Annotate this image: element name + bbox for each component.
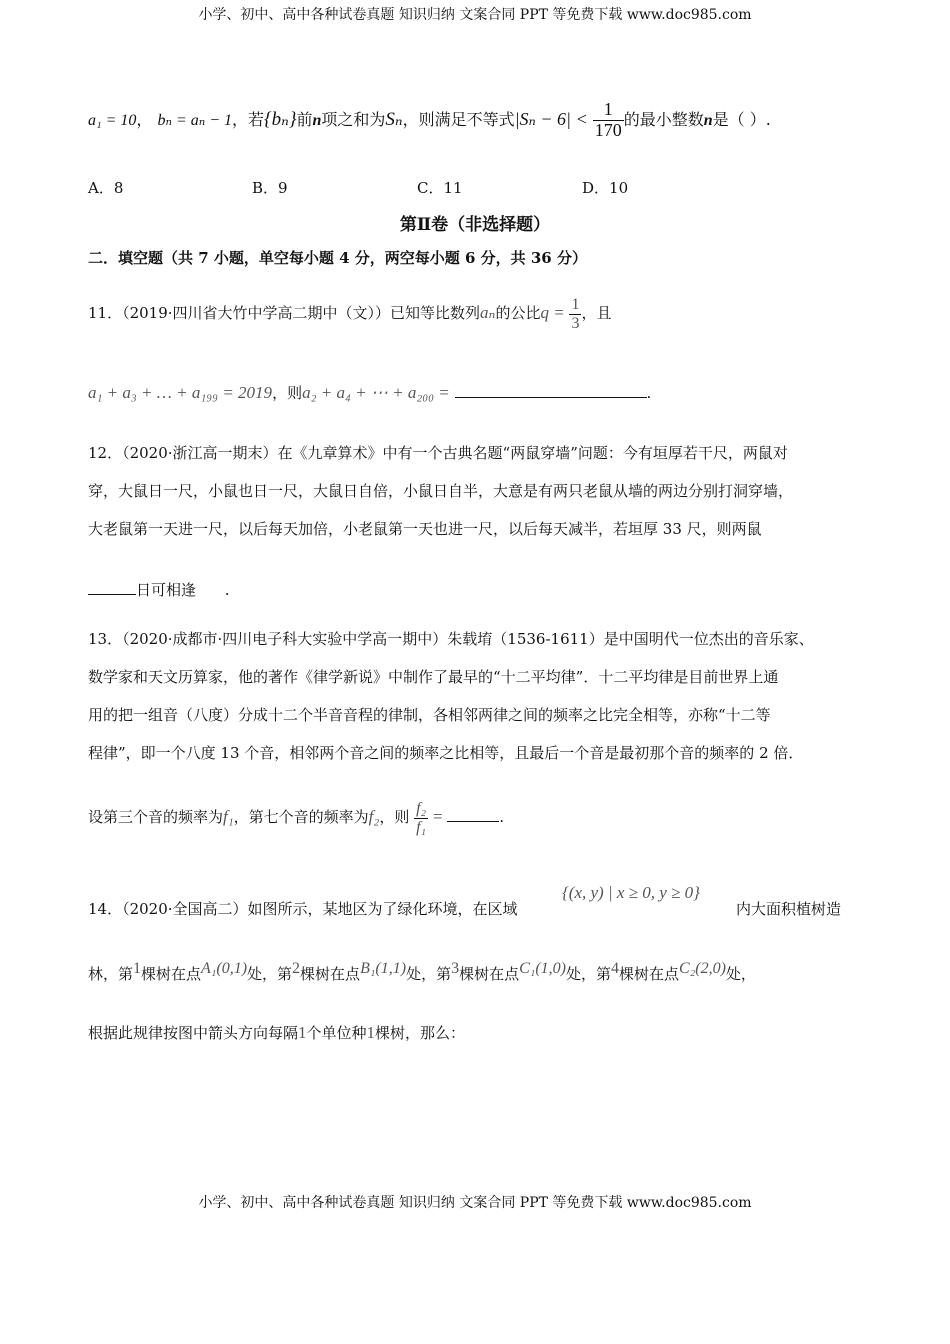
question-14-line-1-text: 14．（2020·全国高二）如图所示，某地区为了绿化环境，在区域 (88, 900, 518, 918)
page-header: 小学、初中、高中各种试卷真题 知识归纳 文案合同 PPT 等免费下载 www.doc985.com (198, 7, 752, 23)
math-set-bn: {bₙ} (264, 108, 297, 130)
question-10-line: a₁ = 10， bₙ = aₙ − 1，若{bₙ}前n项之和为Sₙ，则满足不等式|Sₙ − 6| < $\frac{1}{170}$ 的最小整数n是（ ）. (88, 99, 771, 140)
question-13-line-1: 13．（2020·成都市·四川电子科大实验中学高一期中）朱载堉（1536-1611）是中国明代一位杰出的音乐家、 (88, 630, 814, 648)
question-14-line-2: 林，第$^1$棵树在点$^{A_1(0,1)}$处，第$^2$棵树在点$^{B_1(1,1)}$处，第$^3$棵树在点$^{C_1(1,0)}$处，第$^4$棵树在点$^{C_2(2,0)}$处， (88, 960, 756, 983)
option-a: A．8 (88, 179, 124, 197)
question-13-line-2: 数学家和天文历算家，他的著作《律学新说》中制作了最早的“十二平均律”．十二平均律是目前世界上通 (88, 668, 779, 686)
question-14-line-1-end: 内大面积植树造 (736, 900, 842, 918)
section-title: 第Ⅱ卷（非选择题） (399, 215, 551, 235)
answer-blank-13[interactable] (447, 821, 499, 822)
question-13-line-3: 用的把一组音（八度）分成十二个半音音程的律制，各相邻两律之间的频率之比完全相等，亦称“十二等 (88, 706, 771, 724)
math-fraction-1-170: $\frac{1}{170}$ (594, 99, 622, 140)
option-c: C．11 (417, 179, 463, 197)
answer-blank-11[interactable] (455, 397, 647, 398)
math-fraction-1-3: $\frac{1}{3}$ (571, 296, 580, 332)
question-12-line-2: 穿，大鼠日一尺，小鼠也日一尺，大鼠日自倍，小鼠日自半，大意是有两只老鼠从墙的两边分别打洞穿墙， (88, 482, 794, 500)
math-Sn: Sₙ (385, 108, 403, 130)
question-11-line-1: 11．（2019·四川省大竹中学高二期中（文））已知等比数列aₙ的公比q = $\frac{1}{3}$ ，且 (88, 296, 612, 332)
question-14-line-3: 根据此规律按图中箭头方向每隔1个单位种1棵树，那么： (88, 1023, 466, 1042)
question-11-line-2: a₁ + a₃ + … + a₁₉₉ = 2019，则a₂ + a₄ + ⋯ + a₂₀₀ = . (88, 383, 652, 402)
section-subtitle: 二．填空题（共 7 小题，单空每小题 4 分，两空每小题 6 分，共 36 分） (88, 249, 587, 267)
question-13-line-5: 设第三个音的频率为f₁，第七个音的频率为f₂，则 $\frac{\text{f₂}}{\text{f₁}}$ = . (88, 800, 505, 836)
answer-blank-12[interactable] (88, 594, 136, 595)
option-d: D．10 (582, 179, 629, 197)
question-12-line-3: 大老鼠第一天进一尺，以后每天加倍，小老鼠第一天也进一尺，以后每天减半，若垣厚 33 尺，则两鼠 (88, 520, 762, 538)
question-12-line-4: 日可相逢 . (88, 579, 230, 600)
math-region: {(x, y) | x ≥ 0, y ≥ 0} (562, 883, 700, 902)
math-bn: bₙ = aₙ − 1 (157, 111, 233, 129)
option-b: B．9 (252, 179, 288, 197)
math-fraction-f2-f1: $\frac{\text{f₂}}{\text{f₁}}$ (416, 800, 427, 836)
math-inequality: |Sₙ − 6| < (514, 108, 588, 129)
math-a1: a₁ = 10 (88, 111, 137, 129)
question-12-line-1: 12．（2020·浙江高一期末）在《九章算术》中有一个古典名题“两鼠穿墙”问题：今有垣厚若干尺，两鼠对 (88, 444, 788, 462)
page-footer: 小学、初中、高中各种试卷真题 知识归纳 文案合同 PPT 等免费下载 www.doc985.com (198, 1195, 752, 1211)
question-13-line-4: 程律”，即一个八度 13 个音，相邻两个音之间的频率之比相等，且最后一个音是最初那个音的频率的 2 倍． (88, 744, 804, 762)
